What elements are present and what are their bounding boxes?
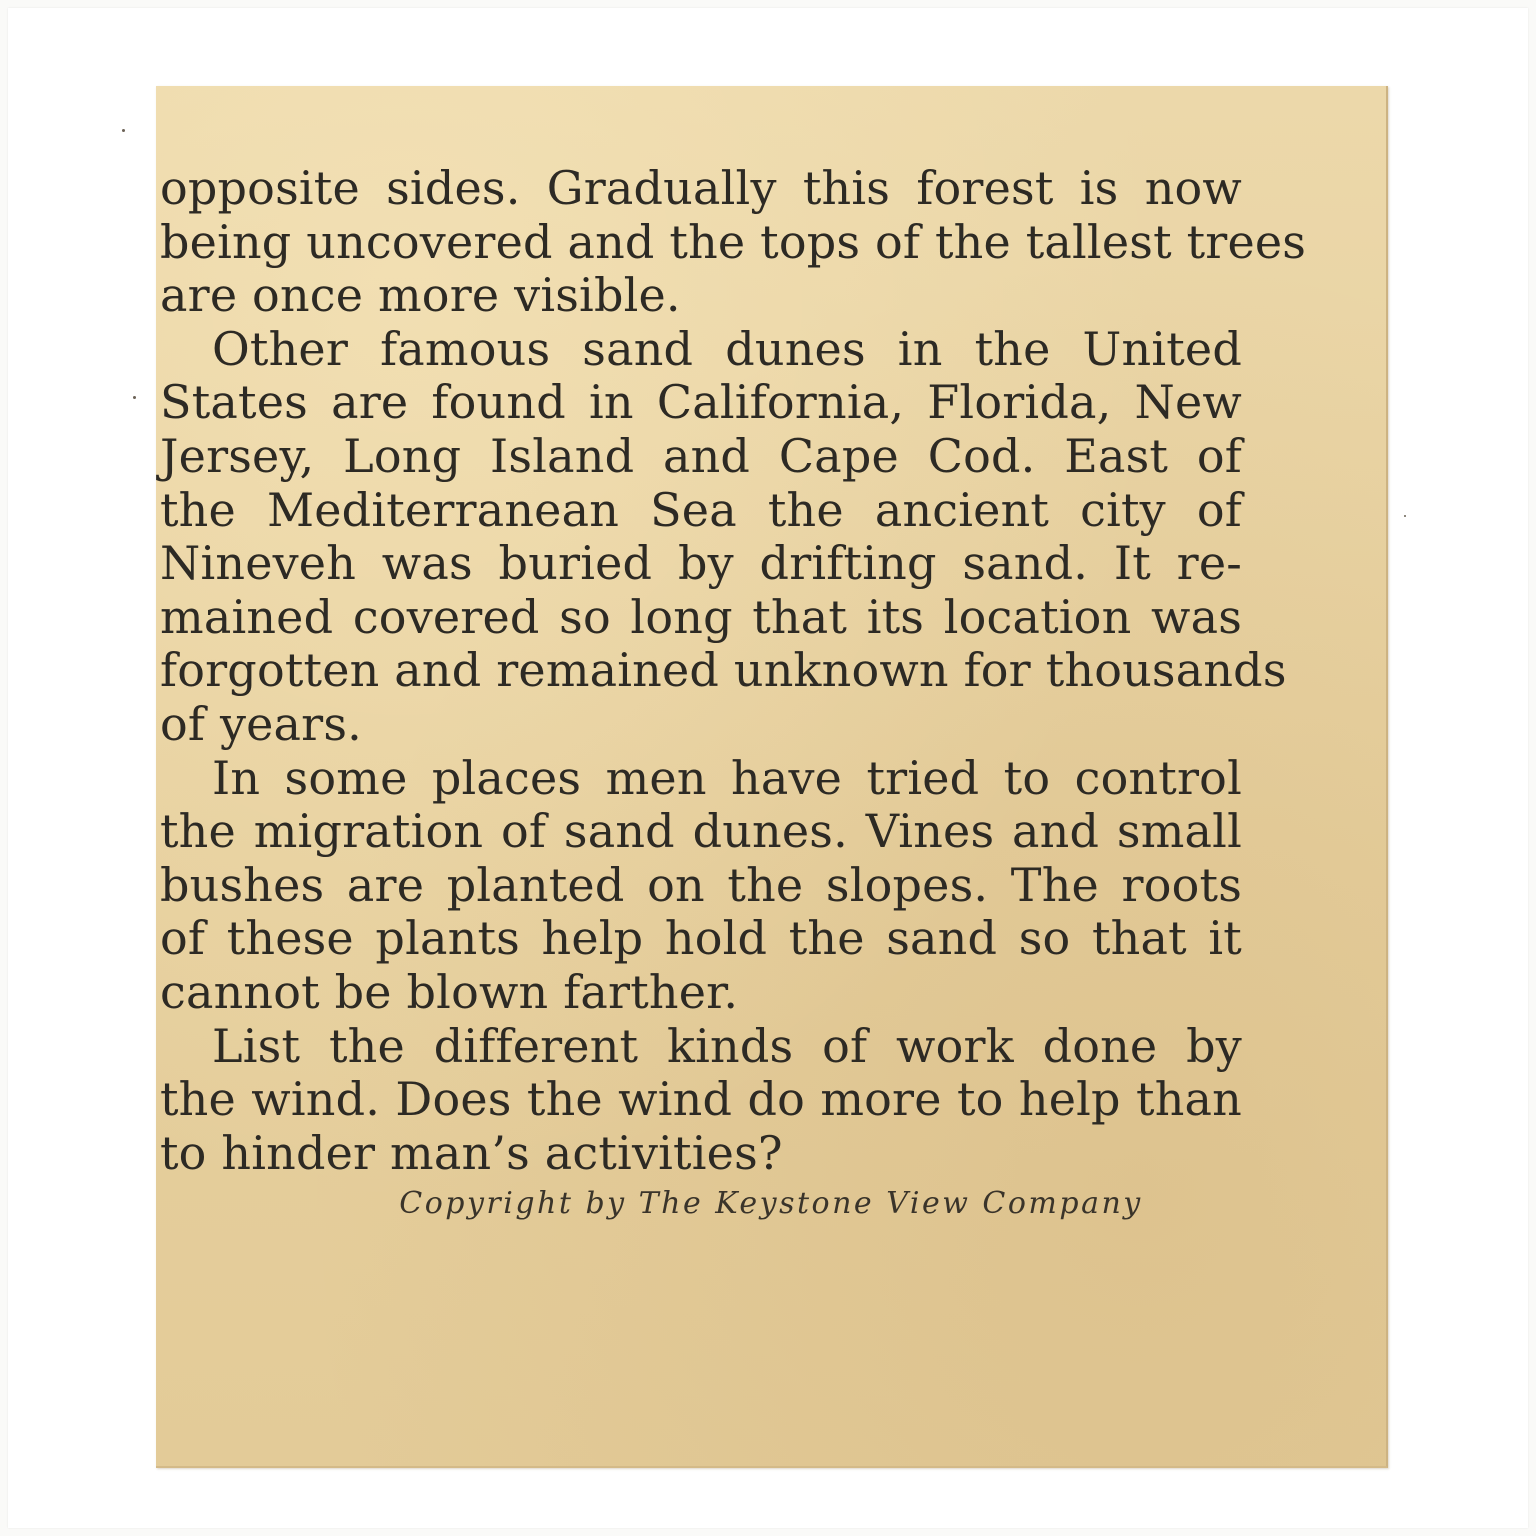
text-line: of years. (160, 696, 362, 751)
text-line: In some places men have tried to control (212, 750, 1242, 805)
text-line: Jersey, Long Island and Cape Cod. East of (160, 428, 1242, 483)
paragraph-4 (160, 1020, 1242, 1181)
text-line: forgotten and remained unknown for thousands (160, 643, 1287, 698)
dust-speck (1404, 515, 1406, 517)
text-line: States are found in California, Florida, New (160, 375, 1242, 430)
text-line: Nineveh was buried by drifting sand. It re- (160, 536, 1242, 591)
text-line: cannot be blown farther. (160, 964, 739, 1019)
text-line: the Mediterranean Sea the ancient city of (160, 482, 1242, 537)
text-line: List the different kinds of work done by (212, 1018, 1242, 1073)
body-text (160, 161, 1307, 1180)
text-line: the wind. Does the wind do more to help than (160, 1072, 1242, 1127)
dust-speck (133, 396, 136, 399)
text-line: mained covered so long that its location was (160, 589, 1242, 644)
paragraph-3 (160, 752, 1242, 1020)
dust-speck (122, 129, 125, 132)
text-line: being uncovered and the tops of the tallest trees (160, 214, 1307, 269)
copyright-notice: Copyright by The Keystone View Company (399, 1186, 1143, 1221)
text-line: of these plants help hold the sand so that it (160, 911, 1242, 966)
text-line: opposite sides. Gradually this forest is now (160, 161, 1242, 215)
paragraph-2 (160, 321, 1287, 752)
text-line: Other famous sand dunes in the United (212, 321, 1242, 376)
text-line: are once more visible. (160, 268, 681, 323)
paragraph-1 (160, 161, 1307, 323)
text-line: the migration of sand dunes. Vines and small (160, 804, 1242, 859)
text-line: to hinder man’s activities? (160, 1125, 783, 1180)
text-line: bushes are planted on the slopes. The roots (160, 857, 1242, 912)
